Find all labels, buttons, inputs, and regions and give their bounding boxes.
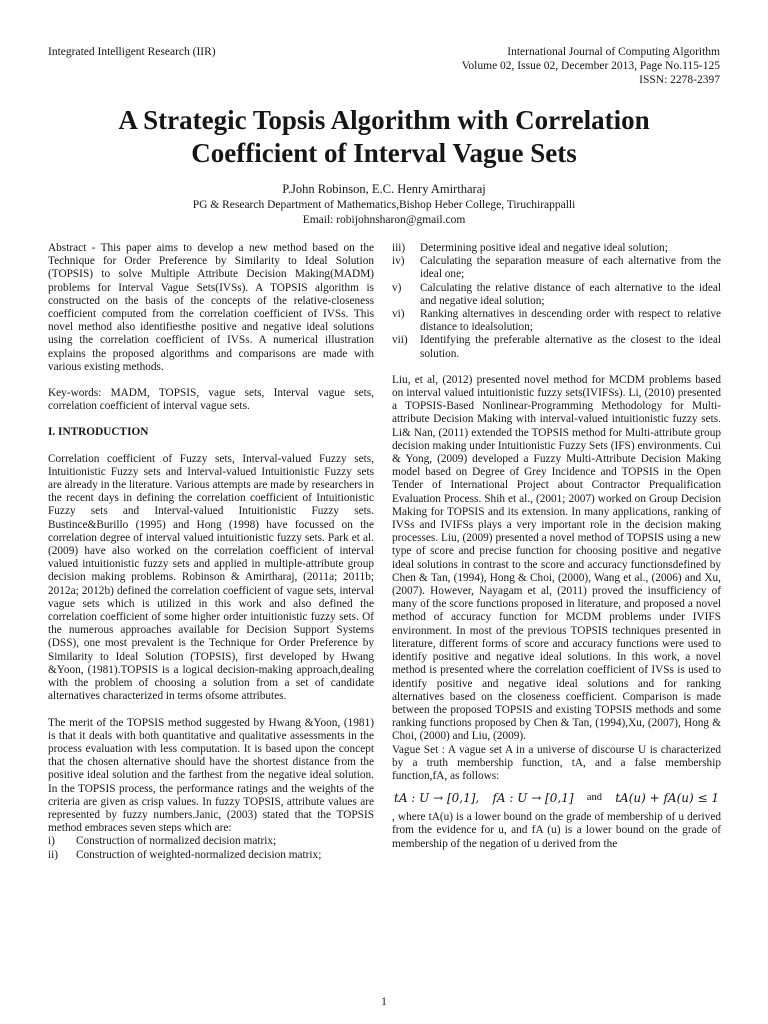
topsis-steps-list-left bbox=[48, 835, 374, 861]
vague-set-definition: Vague Set : A vague set A in a universe of discourse U is characterized by a truth membership function, tA, and a false membership function,fA, as follows: bbox=[392, 743, 721, 782]
list-item: vii) Identifying the preferable alternative as the closest to the ideal solution. bbox=[392, 334, 721, 360]
list-item: iii) Determining positive ideal and negative ideal solution; bbox=[392, 242, 668, 254]
formula-false-membership: fA : U → [0,1] bbox=[492, 791, 574, 806]
abstract: Abstract - This paper aims to develop a new method based on the Technique for Order Preference by Similarity to Ideal Solution (TOPSIS) to solve Multiple Attribute Decision Making(MADM) problems for Interval Vague Sets(IVSs). A TOPSIS algorithm is constructed on the basis of the concepts of the relative-closeness coefficient computed from the correlation coefficient of IVSs. This novel method also identifiesthe positive and negative ideal solutions using the correlation coefficient of IVSs. A numerical illustration explains the proposed algorithms and comparisons are made with various existing methods. bbox=[48, 242, 374, 373]
intro-paragraph-2: The merit of the TOPSIS method suggested by Hwang &Yoon, (1981) is that it deals with both quantitative and qualitative assessments in the process evaluation with less computation. It is based upon the concept that the chosen alternative should have the shortest distance from the positive ideal solution and the farthest from the negative ideal solution. In the TOPSIS process, the performance ratings and the weights of the criteria are given as crisp values. In fuzzy TOPSIS, attribute values are represented by fuzzy numbers.Janic, (2003) stated that the TOPSIS method embraces seven steps which are: bbox=[48, 716, 374, 835]
formula-constraint: tA(u) + fA(u) ≤ 1 bbox=[615, 791, 719, 806]
journal-issn: ISSN: 2278-2397 bbox=[639, 74, 720, 86]
affiliation: PG & Research Department of Mathematics,Bishop Heber College, Tiruchirappalli bbox=[192, 199, 576, 211]
page-number: 1 bbox=[381, 996, 387, 1008]
list-item: ii) Construction of weighted-normalized decision matrix; bbox=[48, 848, 322, 861]
authors: P.John Robinson, E.C. Henry Amirtharaj bbox=[282, 182, 486, 196]
list-item: v) Calculating the relative distance of each alternative to the ideal and negative ideal solution; bbox=[392, 281, 721, 307]
keywords: Key-words: MADM, TOPSIS, vague sets, Interval vague sets, correlation coefficient of interval vague sets. bbox=[48, 387, 374, 413]
topsis-steps-list-right bbox=[392, 242, 721, 361]
right-column bbox=[392, 242, 721, 851]
journal-volume: Volume 02, Issue 02, December 2013, Page No.115-125 bbox=[461, 60, 720, 72]
vague-set-explanation: , where tA(u) is a lower bound on the grade of membership of u derived from the evidence for u, and fA (u) is a lower bound on the grade of membership of the negation of u derived from the bbox=[392, 811, 721, 850]
left-column bbox=[48, 242, 374, 862]
literature-review-paragraph: Liu, et al, (2012) presented novel method for MCDM problems based on interval valued intuitionistic fuzzy sets(IVIFSs). Li, (2010) presented a TOPSIS-Based Nonlinear-Programming Methodology for Multi- attribute Decision Making with interval-valued intuitionistic fuzzy sets. Li& Nan, (2011) extended the TOPSIS method for Multi-attribute group decision making under Intuitionistic Fuzzy Sets (IFS) environments. Cui & Yong, (2009) developed a Fuzzy Multi-Attribute Decision Making model based on Degree of Grey Incidence and TOPSIS in the Open Tender of International Project about Contractor Prequalification Evaluation Process. Shih et al., (2001; 2007) worked on Group Decision Making for TOPSIS and its extension. In many applications, ranking of IVSs and IVIFSs plays a very important role in the decision making processes. Liu, (2009) presented a novel method of TOPSIS using a new type of score and precise function for choosing positive and negative ideal solutions in contrast to the score and accuracy functionsdefined by Chen & Tan, (1994), Hong & Choi, (2000), Wang et al., (2006) and Xu, (2007). However, Nayagam et al, (2011) proved the insufficiency of many of the score functions proposed in literature, and proposed a novel method of accuracy function for MCDM problems under IVIFS environment. In most of the previous TOPSIS techniques presented in literature, different forms of score and accuracy functions were used to identify positive and negative ideal solutions. In this work, a novel method is presented where the correlation coefficient of IVSs is used to identify positive and negative ideal solutions and for ranking alternatives based on the closeness coefficient. Comparison is made between the proposed TOPSIS and existing TOPSIS methods and some ranking functions proposed by Chen & Tan, (1994),Xu, (2007), Hong & Choi, (2000) and Liu, (2009). bbox=[392, 373, 721, 743]
paper-title bbox=[40, 104, 728, 170]
membership-formula bbox=[392, 787, 721, 809]
formula-truth-membership: tA : U → [0,1], bbox=[394, 791, 480, 806]
affiliation-block bbox=[40, 198, 728, 228]
paper-title-line1: A Strategic Topsis Algorithm with Correlation bbox=[118, 105, 650, 135]
formula-conjunction: and bbox=[586, 792, 602, 804]
section-heading-introduction: I. INTRODUCTION bbox=[48, 426, 149, 439]
list-item: vi) Ranking alternatives in descending order with respect to relative distance to idealsolution; bbox=[392, 308, 721, 334]
journal-name: International Journal of Computing Algorithm bbox=[507, 46, 720, 58]
intro-paragraph-1: Correlation coefficient of Fuzzy sets, Interval-valued Fuzzy sets, Intuitionistic Fuzzy sets and Interval-valued Intuitionistic Fuzzy sets are already in the literature. Various attempts are made by researchers in the recent days in defining the correlation coefficient of Intuitionistic Fuzzy sets and Interval-valued Intuitionistic Fuzzy sets. Bustince&Burillo (1995) and Hong (1998) have focussed on the correlation degree of interval valued intuitionistic fuzzy sets. Park et al. (2009) have also worked on the correlation coefficient of interval valued intuitionistic fuzzy sets and applied in multiple-attribute group decision making problems. Robinson & Amirtharaj, (2011a; 2011b; 2012a; 2012b) defined the correlation coefficient of vague sets, interval vague sets which is utilized in this work and also defined the correlation coefficient of some higher order intuitionistic fuzzy sets. Of the numerous approaches available for Decision Support Systems (DSS), one most prevalent is the Technique for Order Preference by Similarity to Ideal Solution (TOPSIS), first developed by Hwang &Yoon, (1981).TOPSIS is a logical decision-making approach,dealing with the problem of choosing a solution from a set of candidate alternatives characterized in terms ofsome attributes. bbox=[48, 452, 374, 703]
email: Email: robijohnsharon@gmail.com bbox=[302, 214, 466, 226]
list-item: i) Construction of normalized decision matrix; bbox=[48, 835, 277, 848]
list-item: iv) Calculating the separation measure of each alternative from the ideal one; bbox=[392, 255, 721, 281]
paper-title-line2: Coefficient of Interval Vague Sets bbox=[191, 138, 577, 168]
journal-info bbox=[462, 45, 720, 87]
journal-publisher: Integrated Intelligent Research (IIR) bbox=[48, 46, 216, 58]
